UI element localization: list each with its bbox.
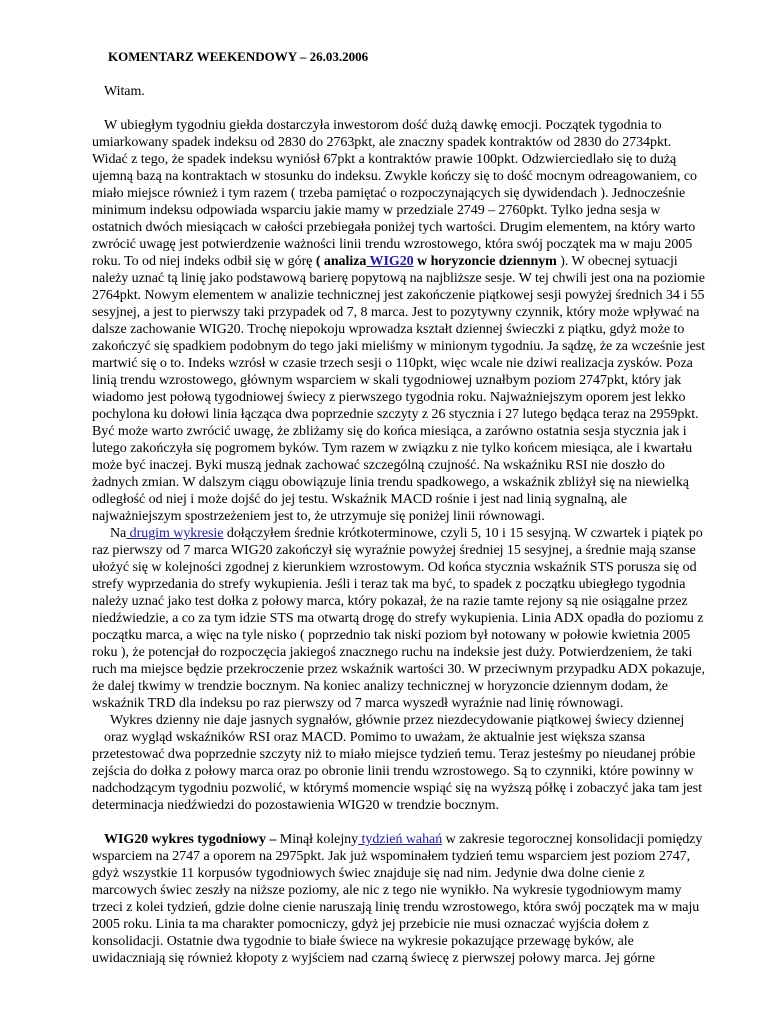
paragraph-line: 2764pkt. Nowym elementem w analizie technicznej jest zakończenie piątkowej sesji powyżej średnich 34 i 55 xyxy=(92,288,705,303)
paragraph-line: Widać z tego, że spadek indeksu wyniósł 67pkt a kontraktów prawie 100pkt. Odzwierciedlało się to dużą xyxy=(92,152,677,167)
paragraph-text: Minął kolejny xyxy=(276,832,359,847)
paragraph-line: linią trendu wzrostowego, głównym wsparciem w skali tygodniowej uznałbym poziom 2747pkt, który jak xyxy=(92,373,682,388)
paragraph-line: ujemną bazą na kontraktach w stosunku do indeksu. Zwykle kończy się to dość mocnym odreagowaniem, co xyxy=(92,169,698,184)
paragraph-line: ostatnich dwóch miesiącach w całości przebiegała poniżej tych wartości. Drugim elementem, na który warto xyxy=(92,220,696,235)
bold-text: w horyzoncie dziennym xyxy=(413,254,557,269)
paragraph-line xyxy=(110,525,703,542)
bold-text: ( analiza xyxy=(315,254,367,269)
paragraph-line: Wykres dzienny nie daje jasnych sygnałów, głównie przez niezdecydowanie piątkowej świecy dziennej xyxy=(110,713,685,728)
week-swings-link[interactable]: tydzień wahań xyxy=(358,832,443,847)
paragraph-line: marcowych świec zeszły na niższe poziomy, ale nic z tego nie wynikło. Na wykresie tygodniowym mamy xyxy=(92,883,682,898)
paragraph-line: miało miejsce również i tym razem ( trzeba pamiętać o rozpoczynających się dywidendach ). Jednocześnie xyxy=(92,186,686,201)
paragraph-line: wsparciem na 2747 a oporem na 2975pkt. Jak już wspominałem tydzień temu wsparciem jest poziom 2747, xyxy=(92,849,691,864)
second-chart-link[interactable]: drugim wykresie xyxy=(126,526,224,541)
paragraph-line: sesyjnej, a jest to pierwszy taki przypadek od 7, 8 marca. Jest to pozytywny czynnik, który może wpływać na xyxy=(92,305,700,320)
paragraph-line: przetestować dwa poprzednie szczyty niż to miało miejsce tydzień temu. Teraz jesteśmy po nieudanej próbie xyxy=(92,747,696,762)
paragraph-line: konsolidacji. Ostatnie dwa tygodnie to białe świece na wykresie pokazujące przewagę byków, ale xyxy=(92,934,634,949)
paragraph-line: W ubiegłym tygodniu giełda dostarczyła inwestorom dość dużą dawkę emocji. Początek tygodnia to xyxy=(104,118,662,133)
paragraph-text: dołączyłem średnie krótkoterminowe, czyli 5, 10 i 15 sesyjną. W czwartek i piątek po xyxy=(223,526,703,541)
paragraph-text: ). W obecnej sytuacji xyxy=(556,254,678,269)
paragraph-line: wiadomo jest połową tygodniowej świecy z pierwszego tygodnia roku. Najważniejszym oporem jest lekko xyxy=(92,390,686,405)
paragraph-line: uwidaczniają się również kłopoty z wyjściem nad czarną świecę z pierwszej połowy marca. Jej górne xyxy=(92,951,656,966)
paragraph-line: determinacja niedźwiedzi do pozostawienia WIG20 w trendzie bocznym. xyxy=(92,798,499,813)
paragraph-line: zakończyć się spadkiem podobnym do tego jaki mieliśmy w minionym tygodniu. Ja sądzę, że za wcześnie jest xyxy=(92,339,705,354)
paragraph-line: gdyż wszystkie 11 korpusów tygodniowych świec znajduje się nad nim. Jedynie dwa dolne cienie z xyxy=(92,866,645,881)
paragraph-line: 2005 roku. Linia ta ma charakter pomocniczy, gdyż jej przebicie nie musi oznaczać wyjścia dołem z xyxy=(92,917,649,932)
paragraph-line xyxy=(92,253,678,270)
paragraph-line: roku ), że potencjał do rozpoczęcia jakiegoś znacznego ruchu na indeksie jest duży. Potwierdzeniem, że taki xyxy=(92,645,693,660)
paragraph-line: początku marca, a więc na tyle nisko ( poprzednio tak niski poziom był notowany w połowie kwietnia 2005 xyxy=(92,628,691,643)
paragraph-line: wskaźnik TRD dla indeksu po raz pierwszy od 7 marca wyszedł wyraźnie nad linię równowagi. xyxy=(92,696,624,711)
paragraph-line: niedźwiedzie, a co za tym idzie STS ma otwartą drogę do strefy wykupienia. Linia ADX opadła do poziomu z xyxy=(92,611,704,626)
paragraph-line: najważniejszym spostrzeżeniem jest to, że utrzymuje się poniżej linii równowagi. xyxy=(92,509,545,524)
paragraph-line: zwrócić uwagę jest potwierdzenie ważności linii trendu wzrostowego, która swój początek ma w maju 2005 xyxy=(92,237,693,252)
paragraph-line: ułożyć się w kolejności zgodnej z kierunkiem wzrostowym. Od końca stycznia wskaźnik STS porusza się od xyxy=(92,560,697,575)
wig20-daily-link[interactable]: WIG20 xyxy=(366,254,414,269)
paragraph-line: należy uznać tą linię jako podstawową barierę popytową na najbliższe sesje. W tej chwili jest ona na poziomie xyxy=(92,271,705,286)
paragraph-line: trzeci z kolei tydzień, gdzie dolne cienie naruszają linię trendu wzrostowego, która swój początek ma w maju xyxy=(92,900,700,915)
paragraph-line: ruch ma miejsce będzie przekroczenie przez wskaźnik wartości 30. W przeciwnym przypadku ADX pokazuje, xyxy=(92,662,705,677)
paragraph-line: umiarkowany spadek indeksu od 2830 do 2763pkt, ale znaczny spadek kontraktów od 2830 do 2734pkt. xyxy=(92,135,672,150)
paragraph-line: nadchodzącym tygodniu pozwolić, w którymś momencie wspiąć się na wyższą półkę i zobaczyć jaka tam jest xyxy=(92,781,702,796)
paragraph-line: odległość od niej i może dojść do jej testu. Wskaźnik MACD rośnie i jest nad linią sygnalną, ale xyxy=(92,492,628,507)
paragraph-line: raz pierwszy od 7 marca WIG20 zakończył się wyraźnie powyżej średniej 15 sesyjnej, a średnie mają szanse xyxy=(92,543,696,558)
paragraph-line: dalsze zachowanie WIG20. Trochę niepokoju wprowadza kształt dziennej świeczki z piątku, gdyż może to xyxy=(92,322,685,337)
paragraph-line: należy uznać jako test dołka z połowy marca, który pokazał, że na razie tamte rejony są nie osiągalne przez xyxy=(92,594,688,609)
paragraph-line xyxy=(104,831,702,848)
paragraph-line: żadnych zmian. W dalszym ciągu obowiązuje linia trendu spadkowego, a wskaźnik zbliżył się na niewielką xyxy=(92,475,689,490)
paragraph-line: strefy wyprzedania do strefy wykupienia. Jeśli i teraz tak ma być, to spadek z początku ubiegłego tygodnia xyxy=(92,577,686,592)
paragraph-text: w zakresie tegorocznej konsolidacji pomiędzy xyxy=(442,832,703,847)
document-title: KOMENTARZ WEEKENDOWY – 26.03.2006 xyxy=(108,49,369,64)
paragraph-line: Być może warto zwrócić uwagę, że zbliżamy się do końca miesiąca, a zarówno ostatnia sesja stycznia jak i xyxy=(92,424,687,439)
paragraph-line: lutego zakończyła się pogromem byków. Tym razem w związku z nie tylko końcem miesiąca, ale i kwartału xyxy=(92,441,693,456)
paragraph-line: może być inaczej. Byki muszą jednak zachować szczególną czujność. Na wskaźniku RSI nie doszło do xyxy=(92,458,665,473)
paragraph-line: martwić się o to. Indeks wzrósł w czasie trzech sesji o 110pkt, więc wcale nie dziwi realizacja zysków. Poza xyxy=(92,356,693,371)
paragraph-line: że dalej tkwimy w trendzie bocznym. Na koniec analizy technicznej w horyzoncie dziennym dodam, że xyxy=(92,679,668,694)
paragraph-line: oraz wygląd wskaźników RSI oraz MACD. Pomimo to uważam, że aktualnie jest większa szansa xyxy=(104,730,646,745)
paragraph-line: zejścia do dołka z połowy marca oraz po obronie linii trendu wzrostowego. Są to czynniki, które powinny w xyxy=(92,764,694,779)
paragraph-line: minimum indeksu odpowiada wsparciu jakie mamy w przedziale 2749 – 2760pkt. Tylko jedna sesja w xyxy=(92,203,661,218)
paragraph-line: pochylona ku dołowi linia łącząca dwa poprzednie szczyty z 26 stycznia i 27 lutego będąca teraz na 2959pkt. xyxy=(92,407,699,422)
greeting: Witam. xyxy=(104,84,145,99)
paragraph-text: Na xyxy=(110,526,127,541)
paragraph-text: roku. To od niej indeks odbił się w górę xyxy=(92,254,313,269)
section-heading: WIG20 wykres tygodniowy – xyxy=(104,832,277,847)
